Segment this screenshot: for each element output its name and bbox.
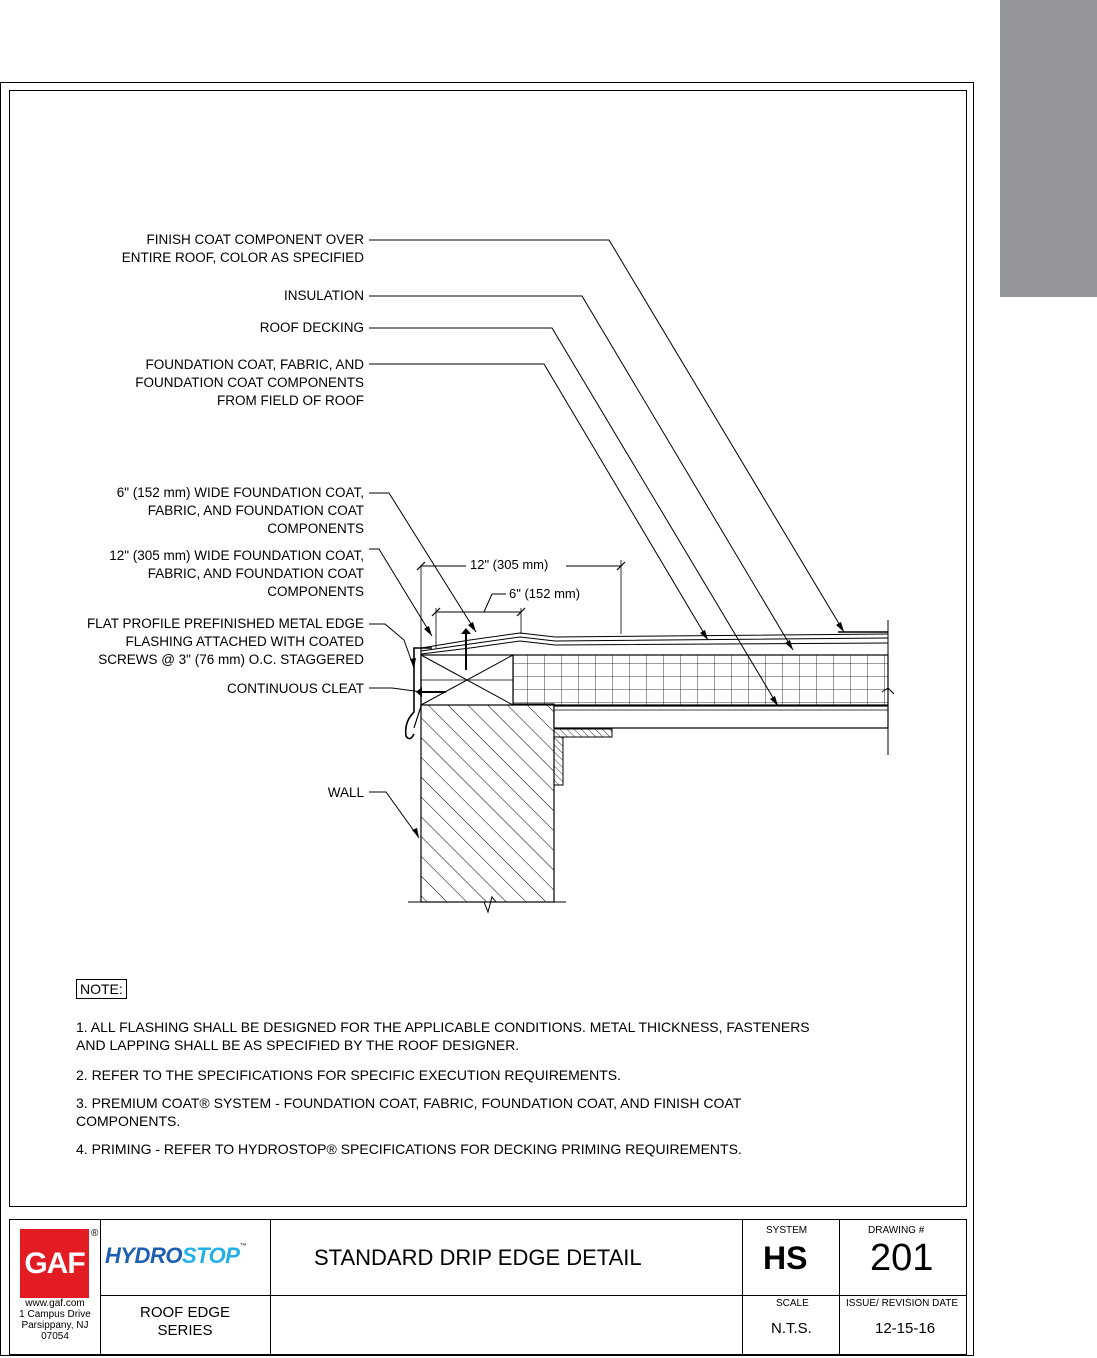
dimension-6in: [432, 594, 525, 648]
trademark-mark: ™: [239, 1243, 246, 1250]
callout-roof-decking: ROOF DECKING: [259, 320, 364, 335]
address-line-1: 1 Campus Drive: [19, 1309, 91, 1320]
hydrostop-logo: [105, 1243, 246, 1269]
callout-6in-foundation-coat: 6" (152 mm) WIDE FOUNDATION COAT, FABRIC, AND FOUNDATION COAT COMPONENTS: [116, 485, 364, 536]
insulation: [513, 655, 888, 705]
support-angle: [554, 729, 612, 785]
dimension-6in-label: 6" (152 mm): [509, 586, 581, 601]
system-value: HS: [763, 1240, 808, 1276]
callout-insulation: INSULATION: [283, 288, 364, 303]
title-block-divider: [742, 1219, 743, 1355]
revision-date-value: 12-15-16: [875, 1320, 936, 1337]
title-block-divider: [270, 1219, 271, 1355]
revision-date-label: ISSUE/ REVISION DATE: [846, 1298, 959, 1309]
wall: [408, 704, 566, 912]
website: www.gaf.com: [25, 1298, 85, 1309]
dimension-12in-label: 12" (305 mm): [470, 557, 549, 572]
note-3: 3. PREMIUM COAT® SYSTEM - FOUNDATION COAT, FABRIC, FOUNDATION COAT, AND FINISH COAT COMPONENTS.: [76, 1095, 741, 1129]
title-block-divider: [839, 1219, 840, 1355]
dimension-12in: [417, 560, 625, 648]
scale-label: SCALE: [776, 1298, 809, 1309]
hydrostop-logo-stop: STOP: [181, 1243, 240, 1268]
notes-heading: NOTE:: [76, 979, 127, 999]
address-line-2: Parsippany, NJ: [21, 1320, 89, 1331]
callout-finish-coat: FINISH COAT COMPONENT OVER ENTIRE ROOF, COLOR AS SPECIFIED: [121, 232, 364, 265]
drawing-number-label: DRAWING #: [868, 1225, 925, 1236]
note-4: 4. PRIMING - REFER TO HYDROSTOP® SPECIFICATIONS FOR DECKING PRIMING REQUIREMENTS.: [76, 1141, 742, 1157]
callout-foundation-coat-field: FOUNDATION COAT, FABRIC, AND FOUNDATION COAT COMPONENTS FROM FIELD OF ROOF: [135, 357, 364, 408]
title-block-divider: [100, 1295, 967, 1296]
drawing-number-value: 201: [870, 1237, 934, 1279]
drawing-series: ROOF EDGE SERIES: [139, 1304, 230, 1339]
address-zip: 07054: [41, 1331, 69, 1342]
callout-continuous-cleat: CONTINUOUS CLEAT: [226, 681, 364, 696]
callout-metal-edge-flashing: FLAT PROFILE PREFINISHED METAL EDGE FLASHING ATTACHED WITH COATED SCREWS @ 3" (76 mm) O.C. STAGGERED: [86, 616, 364, 667]
registered-mark: ®: [91, 1228, 99, 1239]
system-label: SYSTEM: [766, 1225, 808, 1236]
roof-membrane-layers: [421, 620, 888, 655]
title-block-divider: [100, 1219, 101, 1355]
note-2: 2. REFER TO THE SPECIFICATIONS FOR SPECIFIC EXECUTION REQUIREMENTS.: [76, 1067, 622, 1083]
callout-wall: WALL: [327, 785, 364, 800]
gaf-logo: GAF: [20, 1229, 89, 1298]
hydrostop-logo-hydro: HYDRO: [105, 1243, 182, 1268]
drawing-title: STANDARD DRIP EDGE DETAIL: [314, 1245, 642, 1270]
note-1: 1. ALL FLASHING SHALL BE DESIGNED FOR THE APPLICABLE CONDITIONS. METAL THICKNESS, FASTENERS AND LAPPING SHALL BE AS SPECIFIED BY THE ROOF DESIGNER.: [76, 1019, 810, 1053]
scale-value: N.T.S.: [771, 1320, 812, 1337]
company-address: [12, 1298, 98, 1342]
callout-12in-foundation-coat: 12" (305 mm) WIDE FOUNDATION COAT, FABRIC, AND FOUNDATION COAT COMPONENTS: [109, 548, 364, 599]
